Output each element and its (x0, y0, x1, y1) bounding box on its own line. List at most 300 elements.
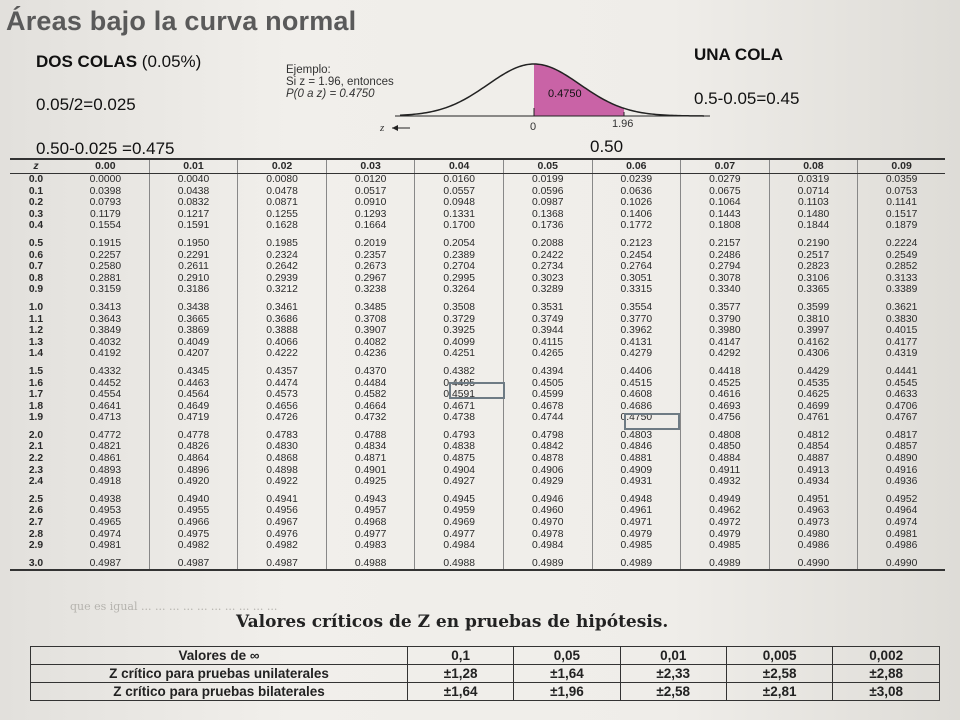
z-table-cell: 0.1808 (681, 220, 770, 232)
z-table-cell: 0.4418 (681, 360, 770, 378)
z-table-cell: 0.4864 (149, 453, 238, 465)
z-table-cell: 0.0000 (89, 174, 122, 185)
z-table-cell: 0.2967 (326, 273, 415, 285)
one-tail-label: UNA COLA (694, 45, 784, 64)
z-table-cell: 0.4955 (149, 505, 238, 517)
z-table-cell: 0.3023 (503, 273, 592, 285)
z-table-cell: 0.4961 (592, 505, 681, 517)
z-table-cell: 0.4671 (415, 401, 504, 413)
z-table-cell: 0.2881 (89, 272, 122, 284)
z-table-cell: 0.0948 (415, 197, 504, 209)
z-table-cell: 0.3340 (681, 284, 770, 296)
table-row (10, 465, 945, 477)
z-table-cell: 0.4911 (681, 465, 770, 477)
z-table-cell: 0.0398 (89, 185, 122, 197)
z-table-cell: 0.4959 (415, 505, 504, 517)
z-table-cell: 0.2486 (681, 250, 770, 262)
z-table-cell: 0.4778 (149, 424, 238, 442)
z-table-cell: 0.4987 (238, 552, 327, 571)
z-table-cell: 0.1179 (89, 208, 121, 220)
z-table-cell: 0.3770 (592, 314, 681, 326)
z-table-cell: 0.4920 (149, 476, 238, 488)
z-row-label: 2.1 (28, 441, 44, 453)
critical-alpha: 0,1 (408, 647, 514, 665)
table-row (10, 186, 945, 198)
z-table-cell: 0.3508 (415, 296, 504, 314)
highlight-box-0-4495 (449, 382, 505, 399)
table-row (10, 505, 945, 517)
z-table-cell: 0.3315 (592, 284, 681, 296)
z-table-cell: 0.4699 (769, 401, 858, 413)
z-table-cell: 0.2157 (681, 232, 770, 250)
z-table-cell: 0.4808 (681, 424, 770, 442)
z-table-cell: 0.3051 (592, 273, 681, 285)
table-row (10, 348, 945, 360)
table-row (10, 174, 945, 186)
table-row (10, 540, 945, 552)
z-table-cell: 0.4974 (89, 528, 122, 540)
z-table-cell: 0.3907 (326, 325, 415, 337)
z-table-cell: 0.3849 (89, 325, 122, 337)
table-row (10, 517, 945, 529)
z-table-cell: 0.3830 (858, 314, 945, 326)
z-table-cell: 0.3485 (326, 296, 415, 314)
table-row (10, 273, 945, 285)
z-table-cell: 0.4515 (592, 378, 681, 390)
z-table-cell: 0.1064 (681, 197, 770, 209)
table-row (10, 441, 945, 453)
critical-alpha: 0,05 (514, 647, 620, 665)
z-row-label: 2.9 (28, 540, 44, 552)
z-table-cell: 0.2422 (503, 250, 592, 262)
z-table-cell: 0.2549 (858, 250, 945, 262)
z-table-cell: 0.4463 (149, 378, 238, 390)
one-tail-step: 0.5-0.05=0.45 (694, 89, 800, 108)
z-table-cell: 0.2704 (415, 261, 504, 273)
z-row-label: 1.9 (28, 412, 44, 424)
critical-row-label: Z crítico para pruebas unilaterales (31, 665, 408, 683)
table-row (10, 197, 945, 209)
z-table-cell: 0.4750 (592, 412, 681, 424)
z-table-cell: 0.4898 (238, 465, 327, 477)
z-table-cell: 0.4649 (149, 401, 238, 413)
z-table-cell: 0.4345 (149, 360, 238, 378)
z-table-cell: 0.1480 (769, 209, 858, 221)
z-table-cell: 0.4977 (326, 529, 415, 541)
z-table-cell: 0.0080 (238, 174, 327, 186)
z-table-cell: 0.4957 (326, 505, 415, 517)
z-table-cell: 0.4878 (503, 453, 592, 465)
z-table-cell: 0.4913 (769, 465, 858, 477)
z-table-cell: 0.4484 (326, 378, 415, 390)
critical-value: ±1,64 (514, 665, 620, 683)
z-table-cell: 0.3643 (89, 313, 122, 325)
z-table-column-header: 0.00 (62, 159, 149, 174)
z-table-cell: 0.4693 (681, 401, 770, 413)
z-table-cell: 0.4251 (415, 348, 504, 360)
z-table-cell: 0.3869 (149, 325, 238, 337)
z-table-cell: 0.0793 (89, 197, 122, 209)
z-table-cell: 0.4931 (592, 476, 681, 488)
z-table-cell: 0.4949 (681, 488, 770, 506)
z-table-cell: 0.3212 (238, 284, 327, 296)
two-tails-label: DOS COLAS (36, 52, 138, 71)
z-table-column-header: 0.03 (326, 159, 415, 174)
z-table-cell: 0.3078 (681, 273, 770, 285)
z-table-cell: 0.2257 (89, 249, 122, 261)
z-table-cell: 0.2764 (592, 261, 681, 273)
z-table-cell: 0.4978 (503, 529, 592, 541)
z-table-cell: 0.0319 (769, 174, 858, 186)
z-table-cell: 0.2995 (415, 273, 504, 285)
z-table-cell: 0.4861 (89, 453, 122, 465)
z-table-cell: 0.4406 (592, 360, 681, 378)
z-table-cell: 0.1141 (858, 197, 945, 209)
z-table-cell: 0.3790 (681, 314, 770, 326)
z-row-label: 1.7 (28, 389, 44, 401)
z-table-cell: 0.4975 (149, 529, 238, 541)
example-line2: P(0 a z) = 0.4750 (286, 88, 375, 100)
table-row (10, 284, 945, 296)
page-title: Áreas bajo la curva normal (6, 6, 357, 36)
z-table-cell: 0.4985 (592, 540, 681, 552)
z-table-cell: 0.1293 (326, 209, 415, 221)
z-table-cell: 0.4452 (89, 377, 122, 389)
z-table-cell: 0.4573 (238, 389, 327, 401)
z-table-cell: 0.0478 (238, 186, 327, 198)
z-table-cell: 0.2580 (89, 261, 122, 273)
z-table-cell: 0.2611 (149, 261, 238, 273)
example-heading: Ejemplo: (286, 64, 331, 76)
z-table-cell: 0.3264 (415, 284, 504, 296)
z-table-cell: 0.4817 (858, 424, 945, 442)
z-table-cell: 0.4875 (415, 453, 504, 465)
z-table-cell: 0.4982 (238, 540, 327, 552)
z-table-cell: 0.4838 (415, 441, 504, 453)
z-table-cell: 0.4927 (415, 476, 504, 488)
critical-row-label: Z crítico para pruebas bilaterales (31, 683, 408, 701)
z-table-cell: 0.2939 (238, 273, 327, 285)
z-table-cell: 0.4686 (592, 401, 681, 413)
z-table-cell: 0.4726 (238, 412, 327, 424)
z-table-cell: 0.4608 (592, 389, 681, 401)
z-table-cell: 0.2823 (769, 261, 858, 273)
normal-curve-illustration (0, 0, 960, 160)
z-table-cell: 0.4985 (681, 540, 770, 552)
z-table-cell: 0.2224 (858, 232, 945, 250)
z-table-cell: 0.4990 (858, 552, 945, 571)
z-table-cell: 0.0714 (769, 186, 858, 198)
z-table-cell: 0.4177 (858, 337, 945, 349)
z-table-cell: 0.4394 (503, 360, 592, 378)
z-table-cell: 0.4756 (681, 412, 770, 424)
z-table-cell: 0.2190 (769, 232, 858, 250)
z-table-cell: 0.0871 (238, 197, 327, 209)
z-table-cell: 0.4925 (326, 476, 415, 488)
z-table-cell: 0.4495 (415, 378, 504, 390)
table-row (10, 261, 945, 273)
z-table-cell: 0.2910 (149, 273, 238, 285)
highlight-box-0-4750 (624, 413, 680, 430)
z-table-cell: 0.1915 (89, 237, 122, 249)
z-table-cell: 0.4842 (503, 441, 592, 453)
z-table-cell: 0.4989 (681, 552, 770, 571)
z-table-cell: 0.4783 (238, 424, 327, 442)
z-table-cell: 0.4972 (681, 517, 770, 529)
z-value-label: 1.96 (612, 118, 634, 130)
z-table-cell: 0.3729 (415, 314, 504, 326)
z-table-cell: 0.3810 (769, 314, 858, 326)
z-table-cell: 0.4868 (238, 453, 327, 465)
z-table-cell: 0.4545 (858, 378, 945, 390)
z-table-cell: 0.4962 (681, 505, 770, 517)
z-table-cell: 0.4986 (769, 540, 858, 552)
z-row-label: 2.7 (28, 517, 44, 529)
z-table-cell: 0.4744 (503, 412, 592, 424)
table-row (10, 360, 945, 378)
z-table-cell: 0.4656 (238, 401, 327, 413)
z-table-cell: 0.3238 (326, 284, 415, 296)
z-table-cell: 0.4812 (769, 424, 858, 442)
critical-header-row (31, 647, 940, 665)
z-table-cell: 0.3686 (238, 314, 327, 326)
z-table-cell: 0.4706 (858, 401, 945, 413)
z-table-cell: 0.4987 (62, 552, 149, 571)
z-table-cell: 0.4981 (858, 529, 945, 541)
z-table-cell: 0.4968 (326, 517, 415, 529)
z-table-cell: 0.4582 (326, 389, 415, 401)
z-table-cell: 0.0753 (858, 186, 945, 198)
table-row (10, 453, 945, 465)
z-table-cell: 0.3980 (681, 325, 770, 337)
z-table-cell: 0.4192 (89, 348, 122, 360)
z-table-cell: 0.1664 (326, 220, 415, 232)
z-table-cell: 0.4625 (769, 389, 858, 401)
two-tails-step1: 0.05/2=0.025 (36, 95, 136, 114)
z-table-cell: 0.4793 (415, 424, 504, 442)
z-table-cell: 0.4319 (858, 348, 945, 360)
z-row-label: 1.5 (28, 365, 44, 377)
z-table-cell: 0.4945 (415, 488, 504, 506)
z-table-cell: 0.2734 (503, 261, 592, 273)
z-table-cell: 0.4265 (503, 348, 592, 360)
two-tails-pct: (0.05%) (141, 52, 202, 71)
z-table-cell: 0.4951 (769, 488, 858, 506)
z-table-cell: 0.4147 (681, 337, 770, 349)
critical-value: ±1,64 (408, 683, 514, 701)
z-table-cell: 0.0910 (326, 197, 415, 209)
z-table-cell: 0.4564 (149, 389, 238, 401)
z-table-cell: 0.4938 (89, 493, 122, 505)
z-table-cell: 0.3944 (503, 325, 592, 337)
z-table-cell: 0.2291 (149, 250, 238, 262)
z-table-cell: 0.1985 (238, 232, 327, 250)
z-table (10, 158, 945, 571)
z-table-cell: 0.3708 (326, 314, 415, 326)
z-table-cell: 0.4788 (326, 424, 415, 442)
z-table-cell: 0.3554 (592, 296, 681, 314)
z-table-cell: 0.4207 (149, 348, 238, 360)
z-row-label: 0.7 (28, 261, 44, 273)
z-table-cell: 0.1443 (681, 209, 770, 221)
z-table-cell: 0.4884 (681, 453, 770, 465)
z-table-cell: 0.4918 (89, 476, 122, 488)
z-table-cell: 0.0987 (503, 197, 592, 209)
z-row-label: 3.0 (10, 552, 62, 571)
table-row (10, 314, 945, 326)
z-table-cell: 0.3962 (592, 325, 681, 337)
z-table-cell: 0.0596 (503, 186, 592, 198)
z-table-cell: 0.4943 (326, 488, 415, 506)
z-table-cell: 0.4952 (858, 488, 945, 506)
z-table-column-header: 0.02 (238, 159, 327, 174)
z-table-cell: 0.4971 (592, 517, 681, 529)
z-table-cell: 0.1591 (149, 220, 238, 232)
table-row (10, 296, 945, 314)
z-row-label: 1.1 (28, 313, 44, 325)
z-table-cell: 0.1026 (592, 197, 681, 209)
z-row-label: 2.2 (28, 453, 44, 465)
table-row (10, 488, 945, 506)
z-row-label: 0.8 (28, 272, 44, 284)
z-table-cell: 0.2517 (769, 250, 858, 262)
z-table-cell: 0.1517 (858, 209, 945, 221)
z-table-cell: 0.4738 (415, 412, 504, 424)
z-table-cell: 0.4936 (858, 476, 945, 488)
z-table-cell: 0.4960 (503, 505, 592, 517)
z-row-label: 0.3 (28, 208, 44, 220)
z-table-cell: 0.4830 (238, 441, 327, 453)
z-table-cell: 0.2088 (503, 232, 592, 250)
z-table-cell: 0.3365 (769, 284, 858, 296)
z-axis-arrowhead (392, 125, 398, 131)
z-table-cell: 0.3621 (858, 296, 945, 314)
z-table-column-header: 0.05 (503, 159, 592, 174)
z-table-cell: 0.3749 (503, 314, 592, 326)
z-table-cell: 0.0120 (326, 174, 415, 186)
z-row-label: 0.4 (28, 220, 44, 232)
z-table-cell: 0.4988 (326, 552, 415, 571)
z-table-cell: 0.4082 (326, 337, 415, 349)
z-table-cell: 0.3577 (681, 296, 770, 314)
z-table-cell: 0.4966 (149, 517, 238, 529)
z-table-cell: 0.4988 (415, 552, 504, 571)
z-table-cell: 0.2673 (326, 261, 415, 273)
z-table-cell: 0.4940 (149, 488, 238, 506)
zero-label: 0 (530, 121, 537, 133)
z-table-cell: 0.4979 (681, 529, 770, 541)
z-row-label: 0.5 (28, 237, 44, 249)
z-table-cell: 0.1950 (149, 232, 238, 250)
z-table-cell: 0.3531 (503, 296, 592, 314)
table-row (10, 325, 945, 337)
z-table-cell: 0.4904 (415, 465, 504, 477)
z-table-cell: 0.4969 (415, 517, 504, 529)
z-table-cell: 0.4099 (415, 337, 504, 349)
table-row (10, 529, 945, 541)
table-row (10, 232, 945, 250)
z-table-cell: 0.4664 (326, 401, 415, 413)
z-table-corner: z (10, 159, 62, 174)
z-table-cell: 0.4932 (681, 476, 770, 488)
z-table-cell: 0.4990 (769, 552, 858, 571)
z-table-cell: 0.3438 (149, 296, 238, 314)
z-table-cell: 0.3186 (149, 284, 238, 296)
z-table-cell: 0.4980 (769, 529, 858, 541)
z-table-cell: 0.4370 (326, 360, 415, 378)
z-row-label: 0.0 (28, 174, 44, 185)
z-table-cell: 0.4984 (415, 540, 504, 552)
z-table-cell: 0.4929 (503, 476, 592, 488)
z-table-cell: 0.3461 (238, 296, 327, 314)
z-table-cell: 0.4719 (149, 412, 238, 424)
z-table-cell: 0.4115 (503, 337, 592, 349)
z-table-cell: 0.0279 (681, 174, 770, 186)
z-table-cell: 0.3888 (238, 325, 327, 337)
z-table-cell: 0.4973 (769, 517, 858, 529)
critical-value: ±2,88 (833, 665, 940, 683)
z-table-cell: 0.4834 (326, 441, 415, 453)
z-table-cell: 0.1406 (592, 209, 681, 221)
z-table-cell: 0.1772 (592, 220, 681, 232)
z-table-cell: 0.0557 (415, 186, 504, 198)
z-table-cell: 0.2642 (238, 261, 327, 273)
z-table-cell: 0.4761 (769, 412, 858, 424)
z-table-cell: 0.4941 (238, 488, 327, 506)
z-table-cell: 0.4713 (89, 412, 122, 424)
z-table-cell: 0.1628 (238, 220, 327, 232)
z-table-column-header: 0.09 (858, 159, 945, 174)
critical-value: ±2,81 (726, 683, 833, 701)
critical-row-bilateral (31, 683, 940, 701)
z-table-cell: 0.4964 (858, 505, 945, 517)
z-table-cell: 0.4989 (592, 552, 681, 571)
z-table-cell: 0.4896 (149, 465, 238, 477)
z-table-cell: 0.4979 (592, 529, 681, 541)
z-table-cell: 0.3389 (858, 284, 945, 296)
z-table-cell: 0.4934 (769, 476, 858, 488)
z-table-cell: 0.4857 (858, 441, 945, 453)
critical-value: ±1,28 (408, 665, 514, 683)
z-table-cell: 0.0438 (149, 186, 238, 198)
z-table-cell: 0.4967 (238, 517, 327, 529)
z-table-cell: 0.4616 (681, 389, 770, 401)
z-table-column-header: 0.06 (592, 159, 681, 174)
table-row (10, 552, 945, 571)
z-table-cell: 0.3289 (503, 284, 592, 296)
z-row-label: 0.9 (28, 284, 44, 296)
z-axis-label: z (380, 122, 385, 134)
z-table-cell: 0.4633 (858, 389, 945, 401)
z-table-cell: 0.4441 (858, 360, 945, 378)
z-table-column-header: 0.01 (149, 159, 238, 174)
z-table-cell: 0.0160 (415, 174, 504, 186)
critical-value: ±2,33 (620, 665, 726, 683)
background-text-fragment: que es igual ... ... ... ... ... ... ... ... ... ... (70, 600, 278, 613)
critical-alpha: 0,005 (726, 647, 833, 665)
z-table-cell: 0.4162 (769, 337, 858, 349)
z-table-header (10, 159, 945, 174)
z-table-cell: 0.4222 (238, 348, 327, 360)
z-table-cell: 0.2054 (415, 232, 504, 250)
z-table-cell: 0.4732 (326, 412, 415, 424)
z-table-cell: 0.0832 (149, 197, 238, 209)
z-table-cell: 0.4279 (592, 348, 681, 360)
z-table-cell: 0.2389 (415, 250, 504, 262)
z-table-cell: 0.4901 (326, 465, 415, 477)
z-row-label: 2.4 (28, 476, 44, 488)
z-table-column-header: 0.04 (415, 159, 504, 174)
